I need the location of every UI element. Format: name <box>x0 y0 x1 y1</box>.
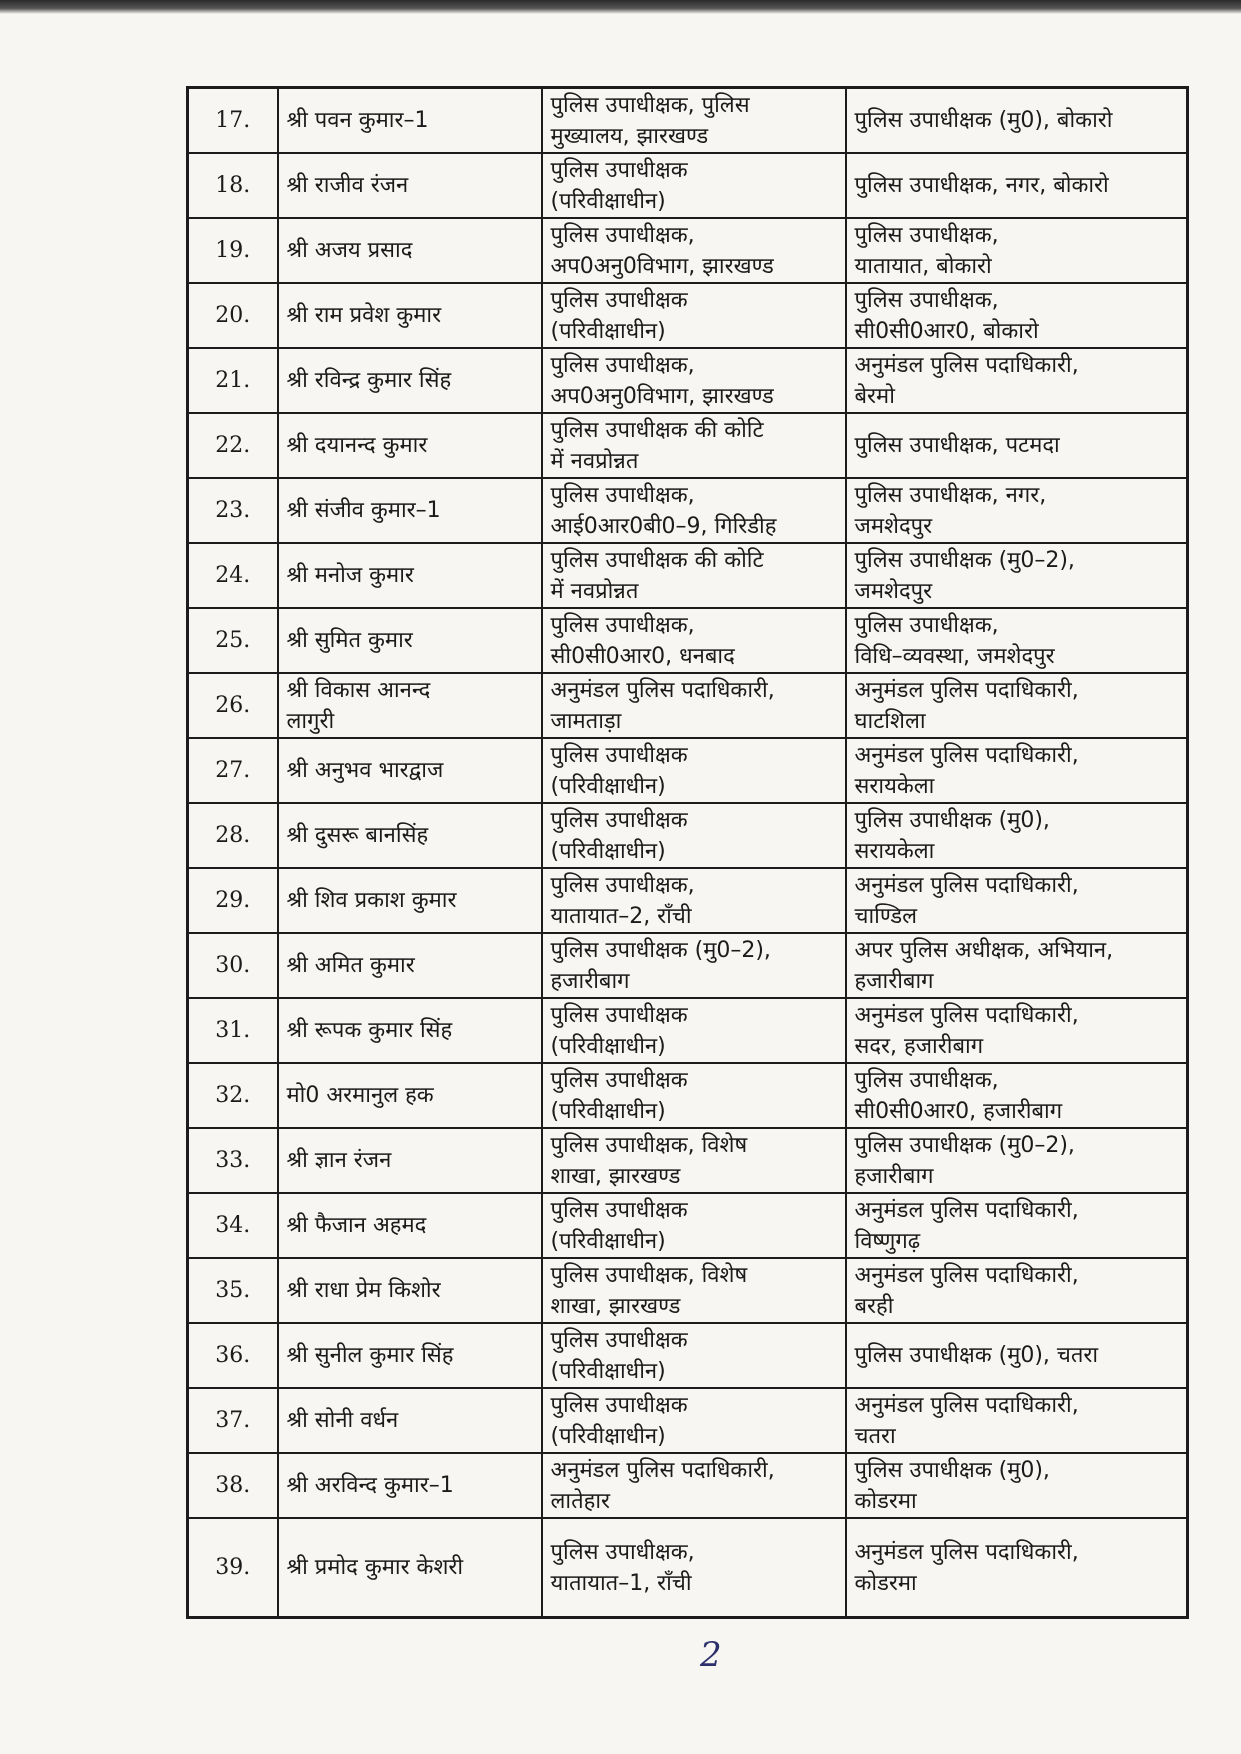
officer-name-cell <box>278 738 542 803</box>
current-posting-cell <box>542 673 846 738</box>
table-row <box>188 933 1188 998</box>
new-posting-line: अनुमंडल पुलिस पदाधिकारी, <box>854 352 1079 378</box>
serial-number-cell: 20. <box>188 283 278 348</box>
new-posting-cell <box>846 543 1188 608</box>
current-posting-line: पुलिस उपाधीक्षक <box>550 157 688 183</box>
new-posting-line: बेरमो <box>854 383 895 409</box>
serial-number-cell: 28. <box>188 803 278 868</box>
serial-number-cell: 33. <box>188 1128 278 1193</box>
officer-name-line: श्री फैजान अहमद <box>286 1213 427 1238</box>
new-posting-line: पुलिस उपाधीक्षक, <box>854 287 999 313</box>
current-posting-line: पुलिस उपाधीक्षक, <box>550 872 695 898</box>
officer-name-cell <box>278 1128 542 1193</box>
current-posting-line: (परिवीक्षाधीन) <box>550 1033 666 1059</box>
table-row <box>188 348 1188 413</box>
officer-name-line: श्री सुनील कुमार सिंह <box>286 1343 454 1368</box>
page-number: 2 <box>700 1635 722 1675</box>
new-posting-line: जमशेदपुर <box>854 578 933 604</box>
serial-number-cell: 32. <box>188 1063 278 1128</box>
new-posting-line: पुलिस उपाधीक्षक (मु0–2), <box>854 1132 1075 1158</box>
officer-name-line: श्री विकास आनन्द <box>286 677 431 703</box>
table-row <box>188 998 1188 1063</box>
current-posting-cell <box>542 608 846 673</box>
serial-number-cell: 30. <box>188 933 278 998</box>
current-posting-line: (परिवीक्षाधीन) <box>550 838 666 864</box>
new-posting-cell <box>846 803 1188 868</box>
current-posting-line: पुलिस उपाधीक्षक <box>550 1392 688 1418</box>
new-posting-line: पुलिस उपाधीक्षक, <box>854 612 999 638</box>
new-posting-line: यातायात, बोकारो <box>854 253 992 279</box>
officer-name-cell <box>278 478 542 543</box>
current-posting-line: पुलिस उपाधीक्षक <box>550 287 688 313</box>
current-posting-cell <box>542 413 846 478</box>
table-row <box>188 1128 1188 1193</box>
current-posting-line: पुलिस उपाधीक्षक <box>550 1327 688 1353</box>
current-posting-line: यातायात–1, राँची <box>550 1570 692 1596</box>
current-posting-line: जामताड़ा <box>550 708 622 734</box>
current-posting-cell <box>542 1193 846 1258</box>
new-posting-line: घाटशिला <box>854 708 926 734</box>
table-row <box>188 1193 1188 1258</box>
new-posting-line: पुलिस उपाधीक्षक (मु0), बोकारो <box>854 108 1113 133</box>
serial-number-cell: 38. <box>188 1453 278 1518</box>
new-posting-line: अनुमंडल पुलिस पदाधिकारी, <box>854 1002 1079 1028</box>
current-posting-line: (परिवीक्षाधीन) <box>550 1423 666 1449</box>
new-posting-line: अनुमंडल पुलिस पदाधिकारी, <box>854 1539 1079 1565</box>
serial-number-cell: 29. <box>188 868 278 933</box>
new-posting-line: पुलिस उपाधीक्षक, नगर, <box>854 482 1047 508</box>
new-posting-line: पुलिस उपाधीक्षक, पटमदा <box>854 433 1060 458</box>
new-posting-line: अनुमंडल पुलिस पदाधिकारी, <box>854 872 1079 898</box>
new-posting-line: सदर, हजारीबाग <box>854 1033 984 1059</box>
serial-number-cell: 31. <box>188 998 278 1063</box>
current-posting-cell <box>542 153 846 218</box>
officer-name-cell <box>278 413 542 478</box>
new-posting-cell <box>846 1518 1188 1618</box>
officer-name-line: श्री संजीव कुमार–1 <box>286 498 441 523</box>
serial-number-cell: 39. <box>188 1518 278 1618</box>
officer-name-line: श्री राधा प्रेम किशोर <box>286 1278 441 1303</box>
officer-name-cell <box>278 88 542 154</box>
new-posting-cell <box>846 1453 1188 1518</box>
officer-name-line: श्री रूपक कुमार सिंह <box>286 1018 453 1043</box>
officer-name-line: श्री अमित कुमार <box>286 953 415 978</box>
officer-name-cell <box>278 868 542 933</box>
current-posting-line: पुलिस उपाधीक्षक, विशेष <box>550 1132 748 1158</box>
current-posting-line: (परिवीक्षाधीन) <box>550 318 666 344</box>
new-posting-cell <box>846 1388 1188 1453</box>
new-posting-line: चतरा <box>854 1423 896 1449</box>
new-posting-line: पुलिस उपाधीक्षक (मु0), चतरा <box>854 1343 1099 1368</box>
current-posting-line: सी0सी0आर0, धनबाद <box>550 643 735 669</box>
new-posting-cell <box>846 1323 1188 1388</box>
new-posting-cell <box>846 608 1188 673</box>
new-posting-line: अनुमंडल पुलिस पदाधिकारी, <box>854 1262 1079 1288</box>
officer-name-cell <box>278 1388 542 1453</box>
current-posting-line: पुलिस उपाधीक्षक <box>550 1197 688 1223</box>
current-posting-line: पुलिस उपाधीक्षक <box>550 807 688 833</box>
transfer-table-body <box>188 88 1188 1618</box>
table-row <box>188 283 1188 348</box>
table-row <box>188 88 1188 154</box>
current-posting-line: पुलिस उपाधीक्षक <box>550 742 688 768</box>
officer-name-cell <box>278 348 542 413</box>
officer-name-cell <box>278 933 542 998</box>
current-posting-cell <box>542 218 846 283</box>
officer-name-line: श्री रविन्द्र कुमार सिंह <box>286 368 452 393</box>
current-posting-line: पुलिस उपाधीक्षक <box>550 1002 688 1028</box>
current-posting-line: पुलिस उपाधीक्षक की कोटि <box>550 417 764 443</box>
serial-number-cell: 34. <box>188 1193 278 1258</box>
table-row <box>188 1388 1188 1453</box>
officer-name-line: श्री शिव प्रकाश कुमार <box>286 888 457 913</box>
officer-name-line: श्री पवन कुमार–1 <box>286 108 429 133</box>
new-posting-cell <box>846 1258 1188 1323</box>
current-posting-line: पुलिस उपाधीक्षक, <box>550 1539 695 1565</box>
new-posting-line: अनुमंडल पुलिस पदाधिकारी, <box>854 1197 1079 1223</box>
current-posting-cell <box>542 478 846 543</box>
current-posting-cell <box>542 1128 846 1193</box>
table-row <box>188 413 1188 478</box>
serial-number-cell: 23. <box>188 478 278 543</box>
table-row <box>188 868 1188 933</box>
current-posting-line: पुलिस उपाधीक्षक, <box>550 482 695 508</box>
new-posting-line: बरही <box>854 1293 894 1319</box>
current-posting-cell <box>542 283 846 348</box>
new-posting-cell <box>846 933 1188 998</box>
officer-name-cell <box>278 1258 542 1323</box>
table-row <box>188 1063 1188 1128</box>
current-posting-line: आई0आर0बी0–9, गिरिडीह <box>550 513 777 539</box>
new-posting-cell <box>846 218 1188 283</box>
new-posting-line: चाण्डिल <box>854 903 918 929</box>
current-posting-cell <box>542 738 846 803</box>
officer-name-line: लागुरी <box>286 708 335 734</box>
table-row <box>188 1258 1188 1323</box>
table-row <box>188 153 1188 218</box>
serial-number-cell: 22. <box>188 413 278 478</box>
officer-name-cell <box>278 803 542 868</box>
current-posting-line: (परिवीक्षाधीन) <box>550 773 666 799</box>
current-posting-line: अप0अनु0विभाग, झारखण्ड <box>550 383 774 409</box>
new-posting-cell <box>846 283 1188 348</box>
serial-number-cell: 35. <box>188 1258 278 1323</box>
officer-name-line: श्री अनुभव भारद्वाज <box>286 758 444 783</box>
officer-name-cell <box>278 218 542 283</box>
officer-name-cell <box>278 1453 542 1518</box>
table-row <box>188 1453 1188 1518</box>
new-posting-cell <box>846 1128 1188 1193</box>
officer-name-line: श्री राजीव रंजन <box>286 173 409 198</box>
new-posting-line: जमशेदपुर <box>854 513 933 539</box>
new-posting-line: पुलिस उपाधीक्षक, <box>854 1067 999 1093</box>
current-posting-line: लातेहार <box>550 1488 611 1514</box>
current-posting-line: पुलिस उपाधीक्षक, <box>550 612 695 638</box>
current-posting-line: पुलिस उपाधीक्षक <box>550 1067 688 1093</box>
current-posting-cell <box>542 1388 846 1453</box>
officer-name-line: मो0 अरमानुल हक <box>286 1083 434 1108</box>
table-row <box>188 543 1188 608</box>
new-posting-line: पुलिस उपाधीक्षक (मु0–2), <box>854 547 1075 573</box>
current-posting-line: पुलिस उपाधीक्षक (मु0–2), <box>550 937 771 963</box>
current-posting-line: में नवप्रोन्नत <box>550 578 639 604</box>
new-posting-cell <box>846 413 1188 478</box>
current-posting-line: अनुमंडल पुलिस पदाधिकारी, <box>550 1457 775 1483</box>
serial-number-cell: 24. <box>188 543 278 608</box>
document-sheet <box>186 86 1186 1619</box>
new-posting-cell <box>846 738 1188 803</box>
new-posting-line: अनुमंडल पुलिस पदाधिकारी, <box>854 677 1079 703</box>
officer-name-cell <box>278 1063 542 1128</box>
current-posting-line: (परिवीक्षाधीन) <box>550 188 666 214</box>
current-posting-line: पुलिस उपाधीक्षक, <box>550 222 695 248</box>
officer-name-cell <box>278 673 542 738</box>
serial-number-cell: 25. <box>188 608 278 673</box>
new-posting-cell <box>846 478 1188 543</box>
new-posting-line: अनुमंडल पुलिस पदाधिकारी, <box>854 1392 1079 1418</box>
officer-name-line: श्री अजय प्रसाद <box>286 238 413 263</box>
current-posting-line: पुलिस उपाधीक्षक, पुलिस <box>550 92 750 118</box>
current-posting-cell <box>542 543 846 608</box>
scan-top-edge <box>0 0 1241 14</box>
new-posting-cell <box>846 1193 1188 1258</box>
current-posting-line: (परिवीक्षाधीन) <box>550 1098 666 1124</box>
current-posting-line: पुलिस उपाधीक्षक, <box>550 352 695 378</box>
transfer-table <box>186 86 1189 1619</box>
officer-name-cell <box>278 1323 542 1388</box>
table-row <box>188 608 1188 673</box>
new-posting-line: अपर पुलिस अधीक्षक, अभियान, <box>854 937 1114 963</box>
new-posting-cell <box>846 998 1188 1063</box>
officer-name-line: श्री दयानन्द कुमार <box>286 433 428 458</box>
officer-name-cell <box>278 998 542 1063</box>
new-posting-line: सी0सी0आर0, हजारीबाग <box>854 1098 1063 1124</box>
officer-name-line: श्री प्रमोद कुमार केशरी <box>286 1555 464 1580</box>
officer-name-cell <box>278 1518 542 1618</box>
officer-name-line: श्री सुमित कुमार <box>286 628 413 653</box>
table-row <box>188 673 1188 738</box>
table-row <box>188 218 1188 283</box>
current-posting-line: हजारीबाग <box>550 968 630 994</box>
new-posting-line: कोडरमा <box>854 1570 917 1596</box>
current-posting-line: पुलिस उपाधीक्षक की कोटि <box>550 547 764 573</box>
new-posting-line: हजारीबाग <box>854 968 934 994</box>
current-posting-cell <box>542 1518 846 1618</box>
table-row <box>188 1323 1188 1388</box>
serial-number-cell: 19. <box>188 218 278 283</box>
new-posting-line: अनुमंडल पुलिस पदाधिकारी, <box>854 742 1079 768</box>
new-posting-cell <box>846 88 1188 154</box>
current-posting-cell <box>542 868 846 933</box>
current-posting-cell <box>542 998 846 1063</box>
current-posting-cell <box>542 1063 846 1128</box>
officer-name-cell <box>278 543 542 608</box>
table-row <box>188 1518 1188 1618</box>
new-posting-line: विधि–व्यवस्था, जमशेदपुर <box>854 643 1055 669</box>
new-posting-cell <box>846 1063 1188 1128</box>
current-posting-line: पुलिस उपाधीक्षक, विशेष <box>550 1262 748 1288</box>
current-posting-line: शाखा, झारखण्ड <box>550 1293 681 1319</box>
officer-name-line: श्री राम प्रवेश कुमार <box>286 303 442 328</box>
serial-number-cell: 37. <box>188 1388 278 1453</box>
new-posting-line: पुलिस उपाधीक्षक (मु0), <box>854 1457 1050 1483</box>
current-posting-cell <box>542 1323 846 1388</box>
new-posting-line: विष्णुगढ़ <box>854 1228 921 1254</box>
current-posting-cell <box>542 933 846 998</box>
officer-name-line: श्री मनोज कुमार <box>286 563 414 588</box>
new-posting-line: सरायकेला <box>854 838 935 864</box>
current-posting-cell <box>542 1453 846 1518</box>
serial-number-cell: 26. <box>188 673 278 738</box>
officer-name-cell <box>278 1193 542 1258</box>
new-posting-cell <box>846 673 1188 738</box>
current-posting-line: (परिवीक्षाधीन) <box>550 1228 666 1254</box>
officer-name-cell <box>278 608 542 673</box>
current-posting-cell <box>542 348 846 413</box>
serial-number-cell: 21. <box>188 348 278 413</box>
officer-name-line: श्री ज्ञान रंजन <box>286 1148 392 1173</box>
table-row <box>188 803 1188 868</box>
new-posting-cell <box>846 348 1188 413</box>
officer-name-line: श्री दुसरू बानसिंह <box>286 823 429 848</box>
current-posting-line: (परिवीक्षाधीन) <box>550 1358 666 1384</box>
serial-number-cell: 27. <box>188 738 278 803</box>
current-posting-cell <box>542 88 846 154</box>
new-posting-line: पुलिस उपाधीक्षक (मु0), <box>854 807 1050 833</box>
current-posting-line: मुख्यालय, झारखण्ड <box>550 123 709 149</box>
new-posting-line: हजारीबाग <box>854 1163 934 1189</box>
new-posting-line: पुलिस उपाधीक्षक, <box>854 222 999 248</box>
new-posting-line: कोडरमा <box>854 1488 917 1514</box>
new-posting-line: सी0सी0आर0, बोकारो <box>854 318 1039 344</box>
new-posting-line: सरायकेला <box>854 773 935 799</box>
current-posting-line: में नवप्रोन्नत <box>550 448 639 474</box>
officer-name-cell <box>278 153 542 218</box>
new-posting-line: पुलिस उपाधीक्षक, नगर, बोकारो <box>854 173 1109 198</box>
serial-number-cell: 17. <box>188 88 278 154</box>
new-posting-cell <box>846 868 1188 933</box>
officer-name-cell <box>278 283 542 348</box>
table-row <box>188 738 1188 803</box>
current-posting-cell <box>542 1258 846 1323</box>
current-posting-cell <box>542 803 846 868</box>
table-row <box>188 478 1188 543</box>
officer-name-line: श्री सोनी वर्धन <box>286 1408 399 1433</box>
current-posting-line: अनुमंडल पुलिस पदाधिकारी, <box>550 677 775 703</box>
officer-name-line: श्री अरविन्द कुमार–1 <box>286 1473 454 1498</box>
current-posting-line: अप0अनु0विभाग, झारखण्ड <box>550 253 774 279</box>
serial-number-cell: 18. <box>188 153 278 218</box>
current-posting-line: यातायात–2, राँची <box>550 903 692 929</box>
new-posting-cell <box>846 153 1188 218</box>
current-posting-line: शाखा, झारखण्ड <box>550 1163 681 1189</box>
serial-number-cell: 36. <box>188 1323 278 1388</box>
